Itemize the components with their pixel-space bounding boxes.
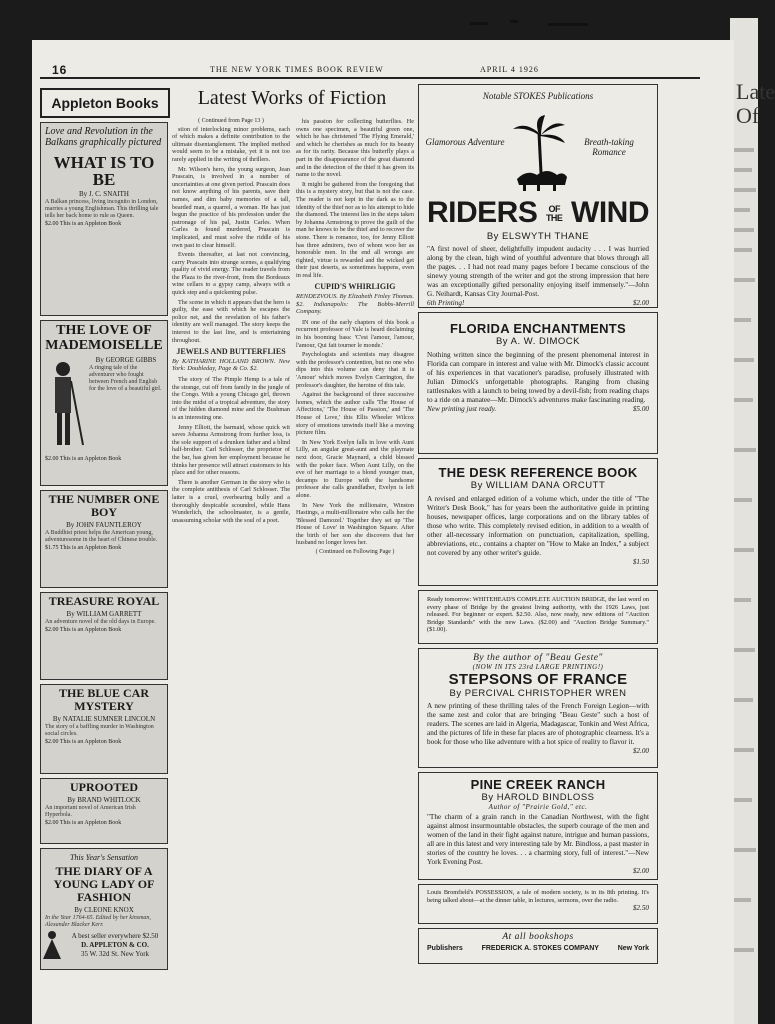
issue-date: APRIL 4 1926 <box>480 65 539 74</box>
florida-enchantments-ad <box>418 312 658 454</box>
book-author: By NATALIE SUMNER LINCOLN <box>52 715 156 723</box>
riders-title-b: WIND <box>571 196 650 229</box>
adjacent-page-heading: Late Of <box>736 79 775 128</box>
text-line <box>732 168 752 172</box>
book-price: $2.00 <box>632 867 649 875</box>
book-author: By WILLIAM DANA ORCUTT <box>470 480 606 491</box>
review-column-1 <box>172 118 290 526</box>
stokes-header: Notable STOKES Publications <box>482 91 594 101</box>
text-line <box>732 448 756 452</box>
text-line <box>732 228 754 232</box>
book-author: By JOHN FAUNTLEROY <box>66 521 142 529</box>
review-paragraph: Psychologists and scientists may disagree with the professor's contention, but no one who dips into this volume can deny that it is 'Amour' which moves Evelyn Carrington, the professor's daughter, the heroine of this tale. <box>296 351 414 389</box>
book-description: An important novel of American Irish Hyperbola. <box>45 805 136 818</box>
book-quote: "A first novel of sheer, delightfully impudent audacity . . . I was hurried along by the clean, high wind of youthful adventure that blows through all the pages. . . I had not read many pages before I became conscious of the sinewy young strength of the writer and got the strong impression that here was an exceptionally gifted personality enjoying itself immensely."—John G. Neihardt, Kansas City Journal-Post. <box>427 245 649 298</box>
text-line <box>732 358 754 362</box>
text-line <box>732 748 754 752</box>
whitehead-bridge-ad <box>418 590 658 644</box>
book-price: $2.00 This is an Appleton Book <box>45 456 122 462</box>
text-line <box>732 148 754 152</box>
review-paragraph: Mr. Wilson's hero, the young surgeon, Jean Prascain, is involved in a number of uncertainties at one given period. Prascain does not know anything of his parents, save their names, and dim baby memories of a tall, bearded man, a quarrel, a woman. He has just begun the practice of his profession under the patronage of his pal, Justin Carles. When Carles is found murdered, Prascain is implicated, and must solve the riddle of his own past to clear himself. <box>172 165 290 249</box>
book-price: $1.50 <box>632 558 649 566</box>
book-description: An adventure novel of the old days in Europe. <box>45 619 156 625</box>
book-description: A new printing of these thrilling tales of the French Foreign Legion—with the same zest and color that are bringing "Beau Geste" such a host of readers. The scenes are laid in Algeria, Madagascar, Tonkin and West Africa, and the pictures of life in these far places are of photographic clearness. It's a book for those who like adventure with a hot spice of reality to flavor it. <box>427 702 649 746</box>
book-author: By PERCIVAL CHRISTOPHER WREN <box>449 688 627 699</box>
printing-note: (NOW IN ITS 23rd LARGE PRINTING!) <box>472 663 604 671</box>
review-heading: CUPID'S WHIRLIGIG <box>314 282 396 292</box>
text-line <box>732 278 755 282</box>
publishers-label: Publishers <box>427 945 463 952</box>
review-citation: RENDEZVOUS. By Elizabeth Finley Thomas. $2. Indianapolis: The Bobbs-Merrill Company. <box>296 293 414 316</box>
text-line <box>732 248 752 252</box>
section-title: Latest Works of Fiction <box>197 87 387 109</box>
ad-text: Ready tomorrow: WHITEHEAD'S COMPLETE AUCTION BRIDGE, the last word on every phase of Bridge by the greatest living authority, with the 1926 Laws, just released. For beginner or expert. $2.50. Also, now ready, new editions of "Auction Bridge Standards" with the new Laws. ($2.00) and "Auction Bridge Summary." ($1.00). <box>427 596 649 634</box>
text-line <box>732 318 751 322</box>
book-title: THE NUMBER ONE BOY <box>48 492 160 519</box>
appleton-books-heading: Appleton Books <box>40 88 170 118</box>
book-price: A best seller everywhere $2.50 <box>71 932 159 940</box>
book-price: $2.00 <box>632 299 649 307</box>
book-subtitle: Author of "Prairie Gold," etc. <box>488 803 588 811</box>
book-ad <box>40 848 168 970</box>
book-title: THE LOVE OF MADEMOISELLE <box>45 323 163 353</box>
text-line <box>732 398 753 402</box>
book-ad <box>40 320 168 486</box>
book-price: $2.50 <box>632 904 649 913</box>
book-title: PINE CREEK RANCH <box>470 777 606 792</box>
text-line <box>732 948 754 952</box>
printing-note: New printing just ready. <box>427 405 497 413</box>
book-price: $2.00 This is an Appleton Book <box>45 820 122 826</box>
text-line <box>732 598 751 602</box>
publisher-name: D. APPLETON & CO. <box>81 941 149 949</box>
publication-name: THE NEW YORK TIMES BOOK REVIEW <box>210 65 384 74</box>
text-line <box>732 648 755 652</box>
book-title: THE DIARY OF A YOUNG LADY OF FASHION <box>53 864 155 904</box>
book-description: A Balkan princess, living incognito in London, marries a young Englishman. This thrilling tale tells her back home to rule as Queen. <box>45 199 159 219</box>
possession-ad <box>418 884 658 924</box>
review-paragraph: In New York Evelyn falls in love with Aunt Lilly, an angular great-aunt and the playmate next door, Gracie Maynard, a child blessed with the poker face. When Aunt Lilly, on the eve of her marriage to a blond younger man, decamps to Europe with the handsome professor she calls grandfather, Evelyn is left alone. <box>296 438 414 499</box>
riders-title <box>425 198 651 228</box>
book-description: A Buddhist priest helps the American young, adventuresome in the heart of Chinese trouble. <box>45 530 158 543</box>
book-price: $1.75 This is an Appleton Book <box>45 545 122 551</box>
review-column-2 <box>296 118 414 557</box>
scan-mark <box>470 20 590 26</box>
book-title: TREASURE ROYAL <box>48 594 160 608</box>
publisher-name: FREDERICK A. STOKES COMPANY <box>481 945 599 952</box>
stokes-footer <box>418 928 658 964</box>
desk-reference-ad <box>418 458 658 586</box>
book-ad <box>40 592 168 680</box>
review-paragraph: IN one of the early chapters of this book a recurrent professor of Yale is heard declaiming in his booming bass: 'C'est l'amour, l'amour, l'amour, Qui fait tourner le monde.' <box>296 318 414 349</box>
continued-note: ( Continued from Page 13 ) <box>198 118 264 124</box>
review-paragraph: The scene in which it appears that the hero is guilty, the ease with which he escapes the police net, and the revelation of his father's identity are well managed. The story keeps the interest to the last line, and is entertaining throughout. <box>172 298 290 344</box>
review-paragraph: In New York the millionaire, Winston Hastings, a multi-millionaire who calls her the 'Blessed Damozel.' Together they set up 'The House of Love' in Washington Square. After the birth of her son she discovers that her husband no longer loves her. <box>296 501 414 547</box>
lady-figure-icon <box>41 929 63 959</box>
book-author: By ELSWYTH THANE <box>486 231 590 242</box>
text-line <box>732 498 752 502</box>
review-paragraph: his passion for collecting butterflies. He owns one specimen, a beautiful green one, which he has christened 'The Flying Emerald,' and which he cherishes as much for its beauty as for its rarity. Because this butterfly plays a part in the disappearance of the great diamond and in the detection of the thief it has given its name to the novel. <box>296 118 414 179</box>
book-description: The story of a baffling murder in Washington social circles. <box>45 724 154 737</box>
review-paragraph: The story of The Pimple Hemp is a tale of the strange, cut off from family in the jungle of the Congo. With a young Chicago girl, thrown into the midst of a tropical adventure, the story of the hidden diamond mine and the Bushman is an interesting one. <box>172 376 290 421</box>
text-line <box>732 798 752 802</box>
book-title: THE BLUE CAR MYSTERY <box>58 686 150 713</box>
review-paragraph: There is another German in the story who is the complete antithesis of Carl Schlosser. The latter is a cruel, overbearing bully and a thoroughly despicable scoundrel, while Hans Wunderlich, the schoolmaster, is a gentle, unassuming scholar with the soul of a poet. <box>172 478 290 524</box>
book-author: By HAROLD BINDLOSS <box>481 792 595 803</box>
book-description: In the Year 1764-65. Edited by her kinsman, Alexander Blacker Kerr. <box>45 915 151 928</box>
review-paragraph: Jenny Elliott, the barmaid, whose quick wit saves Johanna Armstrong from further loss, is the sole support of a drunken father and a blind half-brother. Carl Schlosser, the proprietor of the bar, has given her employment because he thinks her presence will attract customers to his place and for other reasons. <box>172 423 290 477</box>
book-title: FLORIDA ENCHANTMENTS <box>450 321 626 336</box>
book-price: $2.00 This is an Appleton Book <box>45 221 122 227</box>
continued-note: ( Continued on Following Page ) <box>315 549 395 556</box>
book-price: $2.00 <box>632 747 649 755</box>
text-line <box>732 548 754 552</box>
ad-subtitle: Breath-taking Romance <box>584 137 634 157</box>
page-header <box>40 63 700 79</box>
book-ad <box>40 122 168 316</box>
soldier-illustration-icon <box>41 355 85 455</box>
stepsons-of-france-ad <box>418 648 658 768</box>
book-author: By A. W. DIMOCK <box>495 336 581 347</box>
riders-of-the-wind-ad <box>418 84 658 308</box>
ad-text: Louis Bromfield's POSSESSION, a tale of modern society, is in its 8th printing. It's being talked about—at the dinner table, in lectures, sermons, over the radio. <box>427 889 649 904</box>
text-line <box>732 698 753 702</box>
book-author: By CLEONE KNOX <box>74 906 134 914</box>
review-paragraph: stion of interlocking minor problems, each of which makes a definite contribution to the ultimate disentanglement. The implied method would seem to be a mistake, yet it is not too rarely applied in the writing of thrillers. <box>172 125 290 163</box>
book-author: By BRAND WHITLOCK <box>67 796 141 804</box>
book-author: By GEORGE GIBBS <box>95 356 157 364</box>
book-description: Nothing written since the beginning of the present phenomenal interest in Florida can compare in interest and value with Mr. Dimock's classic account of his experiences in that vacationer's paradise, profusely illustrated with Julian Dimock's unforgettable photographs. Ranging from chasing rattlesnakes with a launch to being towed by a devil-fish; from reading chaps to a ride on a manatee—Mr. Dimock's adventures make fascinating reading. <box>427 351 649 404</box>
appleton-ad-column <box>40 88 168 958</box>
text-line <box>732 208 750 212</box>
review-heading: JEWELS AND BUTTERFLIES <box>176 347 286 357</box>
book-author: By J. C. SNAITH <box>79 190 129 198</box>
adjacent-page-edge <box>730 18 775 1024</box>
book-title: WHAT IS TO BE <box>53 153 155 189</box>
book-price: $2.00 This is an Appleton Book <box>45 627 122 633</box>
riders-title-a: RIDERS <box>426 196 538 229</box>
ad-pretitle: By the author of "Beau Geste" <box>473 653 603 663</box>
book-ad <box>40 684 168 774</box>
book-author: By WILLIAM GARRETT <box>66 610 142 618</box>
text-line <box>732 848 756 852</box>
publisher-address: 35 W. 32d St. New York <box>80 950 150 958</box>
book-title: THE DESK REFERENCE BOOK <box>438 465 638 480</box>
palm-and-riders-icon <box>507 113 571 193</box>
bookshops-note: At all bookshops <box>502 932 574 942</box>
book-description: "The charm of a grain ranch in the Canadian Northwest, with the fight against almost insurmountable obstacles, the superb courage of the men and women of the land in their fight against nature, intrigue and human passions, all are in this latest and very interesting tale by Mr. Bindloss, a past master in stories of the country he loves. . . a charming story, full of interest."—New York Evening Post. <box>427 813 649 866</box>
book-price: $5.00 <box>632 405 649 413</box>
book-title: UPROOTED <box>69 780 138 794</box>
review-citation: By KATHARINE HOLLAND BROWN. New York: Doubleday, Page & Co. $2. <box>172 357 290 373</box>
publisher-city: New York <box>617 945 649 952</box>
review-columns <box>172 118 416 1018</box>
book-description: A ringing tale of the adventurer who fought between French and English for the love of a beautiful girl. <box>89 365 162 392</box>
book-tagline: This Year's Sensation <box>69 853 139 862</box>
book-description: A revised and enlarged edition of a volume which, under the title of "The Writer's Desk Book," has for years been the authoritative guide in printing houses, newspaper offices, large corporations and on the library tables of those who write. This completely revised edition, in addition to a wealth of other all-necessary information on punctuation, capitalization, spelling, abbreviations, etc., contains a chapter on "How to Make an Index," a subject not covered by any other writer's guide. <box>427 495 649 557</box>
review-paragraph: It might be gathered from the foregoing that this is a mystery story, but that is not the case. The reader is not kept in the dark as to the identity of the thief nor as to his attempt to hide the diamond. The interest lies in the steps taken by Johanna Armstrong to prove the guilt of the man he knows to be the thief and to recover the stone. There is romance, too, for Jenny Elliott has three admirers, two of whom woo her as honorable men. In the end all wrongs are righted, virtue is rewarded and the wicked get their just deserts, as sometimes happens, even in real life. <box>296 180 414 279</box>
review-paragraph: Events thereafter, at last not convincing, carry Prascain into strange scenes, a qualifying quality of vivid energy. The reader travels from the Plaza to the river-front, from the Bordeaux wine cellars to a gypsy camp, always with a quick step and a quickening pulse. <box>172 251 290 297</box>
page-number: 16 <box>52 63 68 77</box>
book-title: STEPSONS OF FRANCE <box>448 671 628 688</box>
printing-note: 6th Printing! <box>427 299 465 307</box>
ad-subtitle: Glamorous Adventure <box>425 137 505 147</box>
text-line <box>732 188 756 192</box>
book-ad <box>40 490 168 588</box>
book-ad <box>40 778 168 844</box>
riders-title-of: OF THE <box>545 204 563 224</box>
text-line <box>732 898 751 902</box>
pine-creek-ranch-ad <box>418 772 658 880</box>
review-paragraph: Against the background of three successive homes, which the author calls 'The House of Affections,' 'The House of Passion,' and 'The House of Love,' this Ellis Wheeler Wilcox story of emotions unwinds itself like a moving picture film. <box>296 391 414 437</box>
book-price: $2.00 This is an Appleton Book <box>45 739 122 745</box>
book-tagline: Love and Revolution in the Balkans graphically pictured <box>45 126 162 148</box>
